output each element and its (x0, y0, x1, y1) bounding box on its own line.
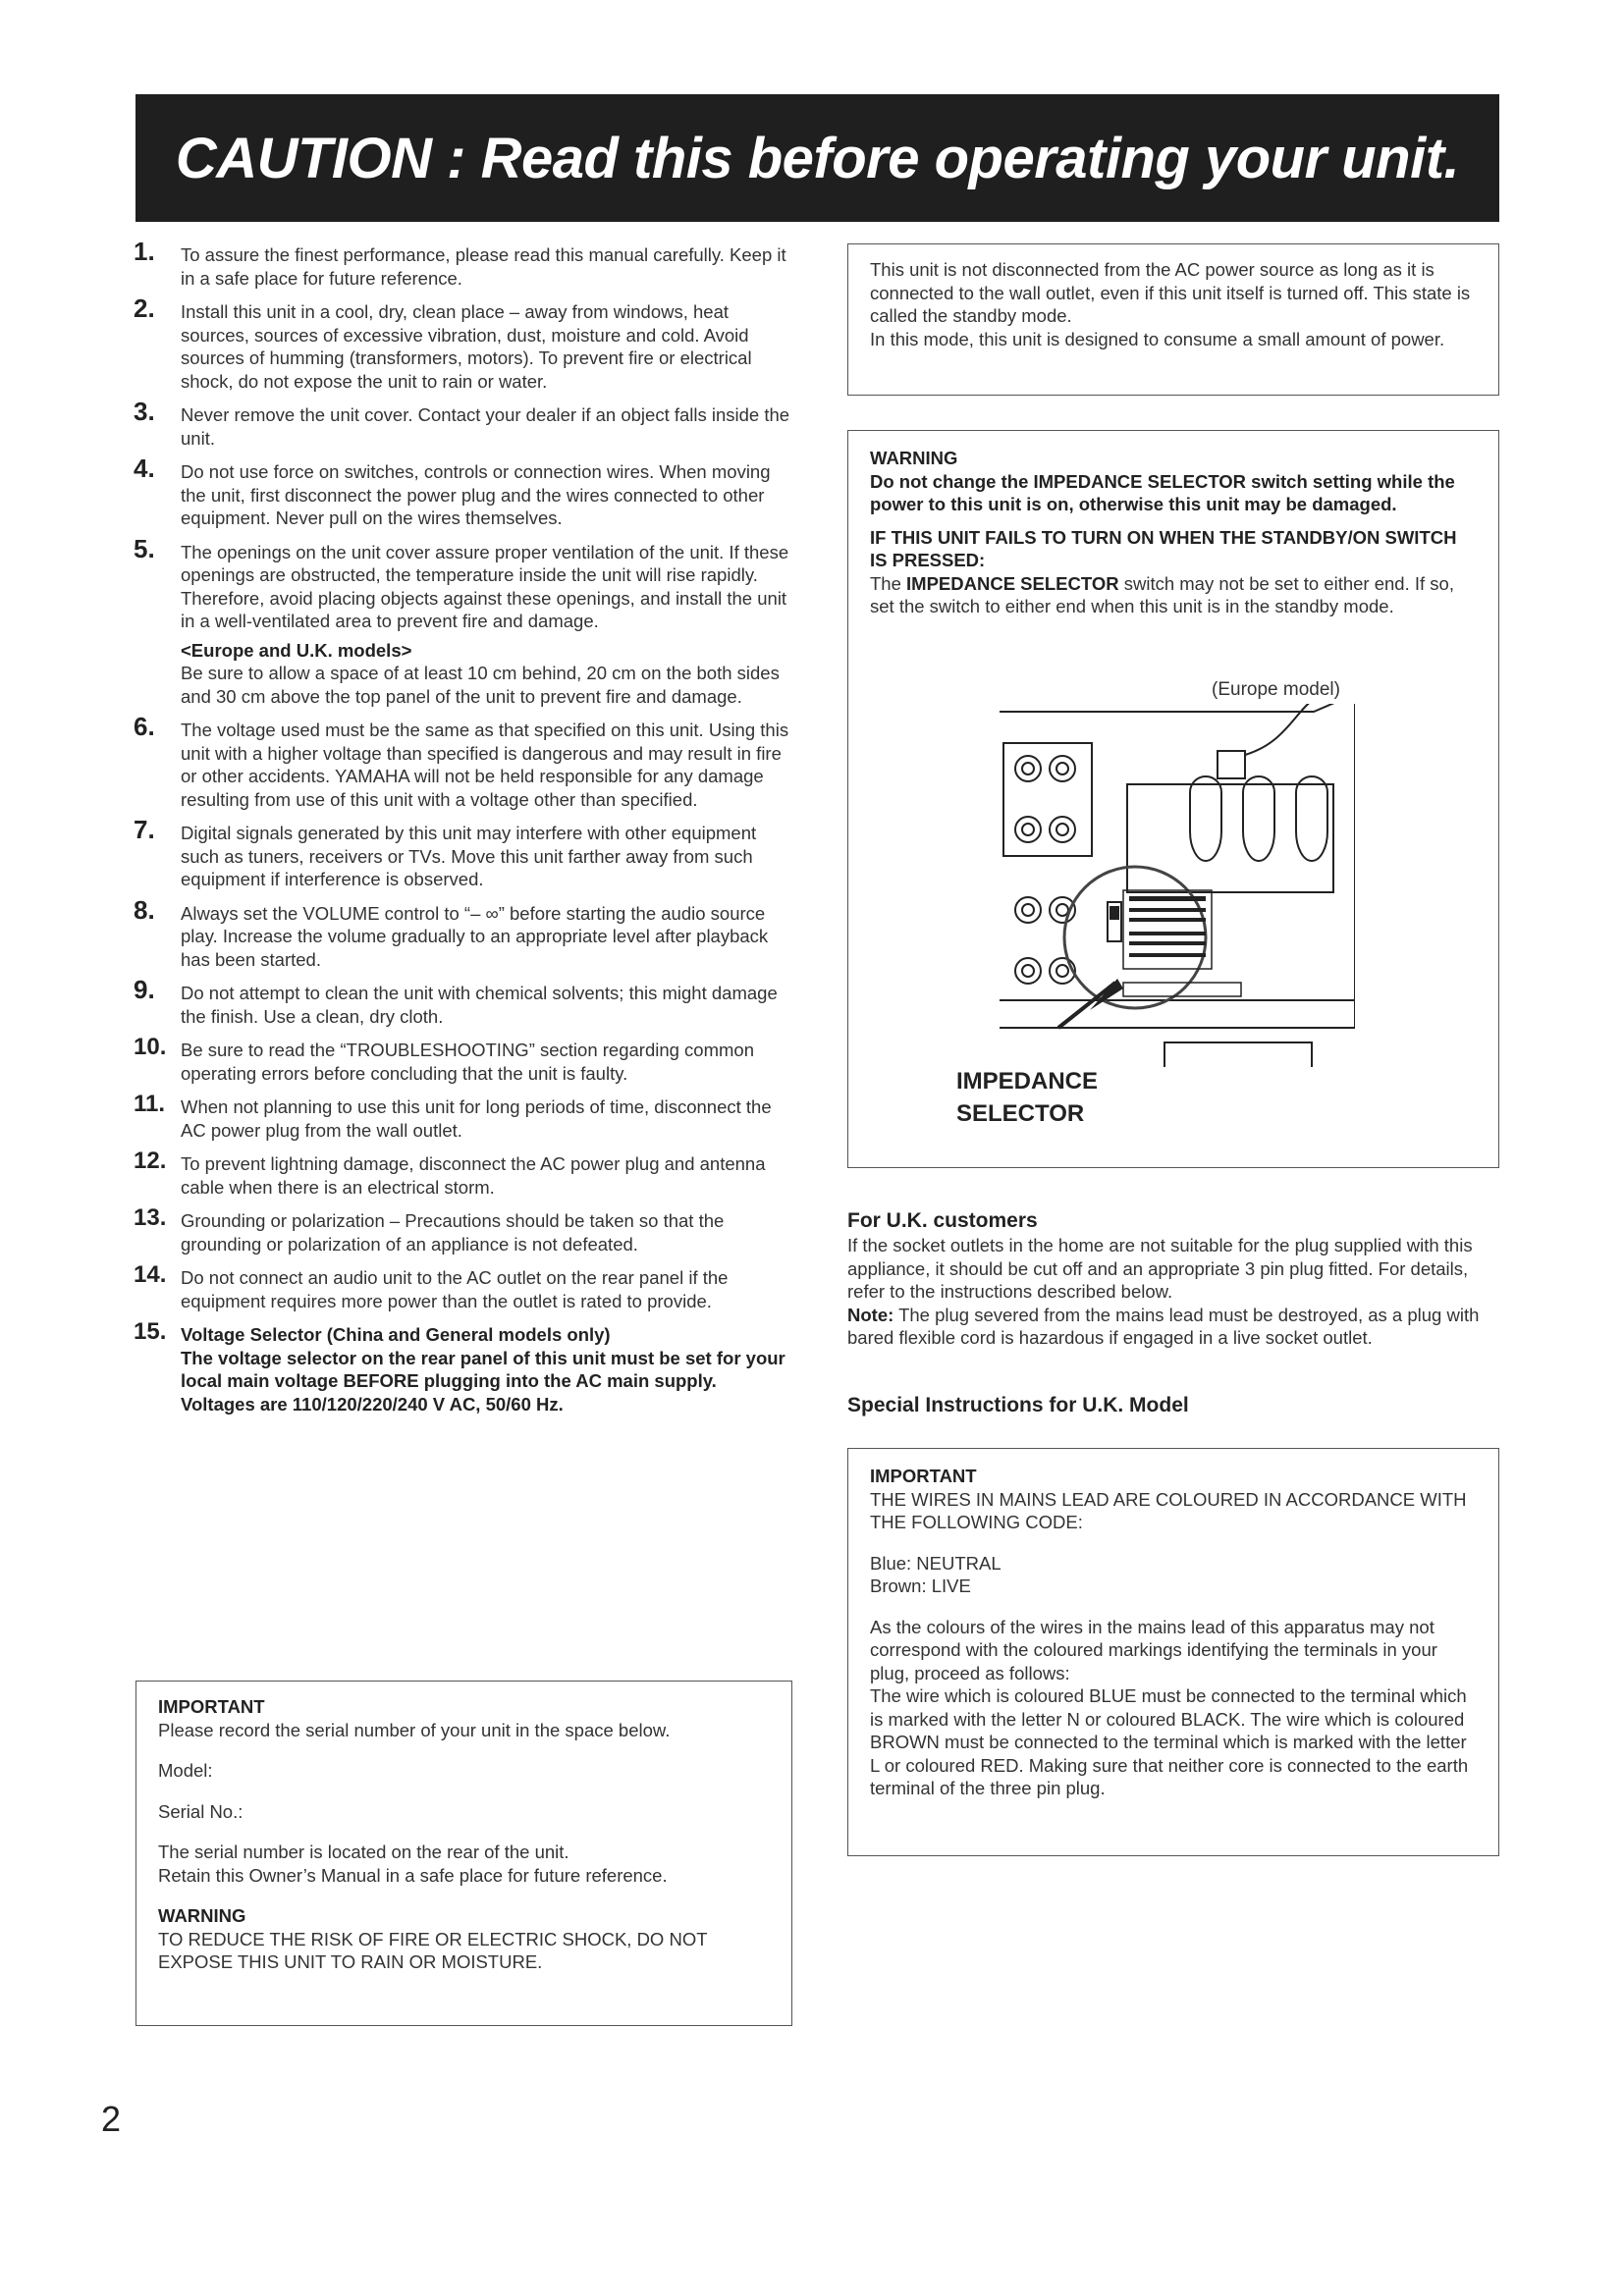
list-item: 14. Do not connect an audio unit to the AC outlet on the rear panel if the equipment requires more power than the outlet is rated to provide. (134, 1261, 729, 1311)
list-item: 8. Always set the VOLUME control to “– ∞” before starting the audio source play. Increase the volume gradually to an appropriate level after playback has been started. (134, 894, 769, 970)
caution-banner (135, 94, 1499, 222)
list-item: 6. The voltage used must be the same as that specified on this unit. Using this unit with a higher voltage than specified is dangerous and may result in fire or other accidents. YAMAHA will not be held responsible for any damage resulting from use of this unit with a voltage other than specified. (134, 712, 789, 810)
page-title: CAUTION : Read this before operating your unit. (175, 126, 1460, 190)
important-serial-box: IMPORTANT Please record the serial number of your unit in the space below. Model: Serial No.: The serial number is located on the rear of the unit. Retain this Owner’s Manual in a safe place for future reference. WARNING TO REDUCE THE RISK OF FIRE OR ELECTRIC SHOCK, DO NOT EXPOSE THIS UNIT TO RAIN OR MOISTURE. (135, 1681, 792, 2026)
list-item: 7. Digital signals generated by this unit may interfere with other equipment such as tuners, receivers or TVs. Move this unit farther away from such equipment if interference is observed. (134, 815, 757, 889)
list-item: 3. Never remove the unit cover. Contact your dealer if an object falls inside the unit. (134, 397, 790, 449)
special-instructions-heading: Special Instructions for U.K. Model (847, 1394, 1189, 1416)
list-item: 15. Voltage Selector (China and General models only) The voltage selector on the rear panel of this unit must be set for your local main voltage BEFORE plugging into the AC main supply. Voltages are 110/120/220/240 V AC, 50/60 Hz. (134, 1318, 785, 1415)
uk-customers-text: If the socket outlets in the home are not suitable for the plug supplied with this appliance, it should be cut off and an appropriate 3 pin plug fitted. For details, refer to the instructions described below. Note: The plug severed from the mains lead must be destroyed, as a plug with bared flexible cord is hazardous if engaged in a live socket outlet. (847, 1235, 1480, 1348)
list-item: 11. When not planning to use this unit for long periods of time, disconnect the AC power plug from the wall outlet. (134, 1091, 772, 1141)
list-item: 5. The openings on the unit cover assure proper ventilation of the unit. If these openings are obstructed, the temperature inside the unit will rise rapidly. Therefore, avoid placing objects against these openings, and install the unit in a well-ventilated area to prevent fire and damage. <Europe and U.K. models> Be sure to allow a space of at least 10 cm behind, 20 cm on the both sides and 30 cm above the top panel of the unit to prevent fire and damage. (134, 541, 791, 709)
list-item: 13. Grounding or polarization – Precautions should be taken so that the grounding or polarization of an appliance is not defeated. (134, 1204, 725, 1255)
europe-model-label: (Europe model) (1212, 679, 1340, 700)
list-item: 10. Be sure to read the “TROUBLESHOOTING” section regarding common operating errors before concluding that the unit is faulty. (134, 1034, 754, 1084)
uk-important-box: IMPORTANT THE WIRES IN MAINS LEAD ARE COLOURED IN ACCORDANCE WITH THE FOLLOWING CODE: Blue: NEUTRAL Brown: LIVE As the colours of the wires in the mains lead of this apparatus may not correspond with the coloured markings identifying the terminals in your plug, proceed as follows: The wire which is coloured BLUE must be connected to the terminal which is marked with the letter N or coloured BLACK. The wire which is coloured BROWN must be connected to the terminal which is marked with the letter L or coloured RED. Making sure that neither core is connected to the earth terminal of the three pin plug. (847, 1448, 1499, 1856)
uk-customers-heading: For U.K. customers (847, 1209, 1038, 1232)
list-item: 4. Do not use force on switches, controls or connection wires. When moving the unit, first disconnect the power plug and the wires connected to other equipment. Never pull on the wires themselves. (134, 454, 771, 528)
caution-list (134, 237, 791, 1426)
standby-box: This unit is not disconnected from the AC power source as long as it is connected to the wall outlet, even if this unit itself is turned off. This state is called the standby mode. In this mode, this unit is designed to consume a small amount of power. (847, 243, 1499, 396)
model-field: Model: (158, 1760, 213, 1781)
page-number: 2 (101, 2099, 122, 2139)
serial-field: Serial No.: (158, 1800, 244, 1822)
impedance-selector-label: IMPEDANCE SELECTOR (956, 1068, 1099, 1127)
europe-uk-note: <Europe and U.K. models> Be sure to allow a space of at least 10 cm behind, 20 cm on the both sides and 30 cm above the top panel of the unit to prevent fire and damage. (181, 639, 780, 707)
list-item: 1. To assure the finest performance, please read this manual carefully. Keep it in a safe place for future reference. (134, 237, 786, 289)
impedance-selector-diagram (1000, 704, 1355, 1067)
list-item: 2. Install this unit in a cool, dry, clean place – away from windows, heat sources, sources of excessive vibration, dust, moisture and cold. Avoid sources of humming (transformers, motors). To prevent fire or electrical shock, do not expose the unit to rain or water. (134, 294, 752, 392)
impedance-warning-box: WARNING Do not change the IMPEDANCE SELECTOR switch setting while the power to this unit is on, otherwise this unit may be damaged. IF THIS UNIT FAILS TO TURN ON WHEN THE STANDBY/ON SWITCH IS PRESSED: The IMPEDANCE SELECTOR switch may not be set to either end. If so, set the switch to either end when this unit is in the standby mode. (847, 430, 1499, 1168)
list-item: 12. To prevent lightning damage, disconnect the AC power plug and antenna cable when there is an electrical storm. (134, 1148, 766, 1198)
list-item: 9. Do not attempt to clean the unit with chemical solvents; this might damage the finish. Use a clean, dry cloth. (134, 975, 778, 1027)
